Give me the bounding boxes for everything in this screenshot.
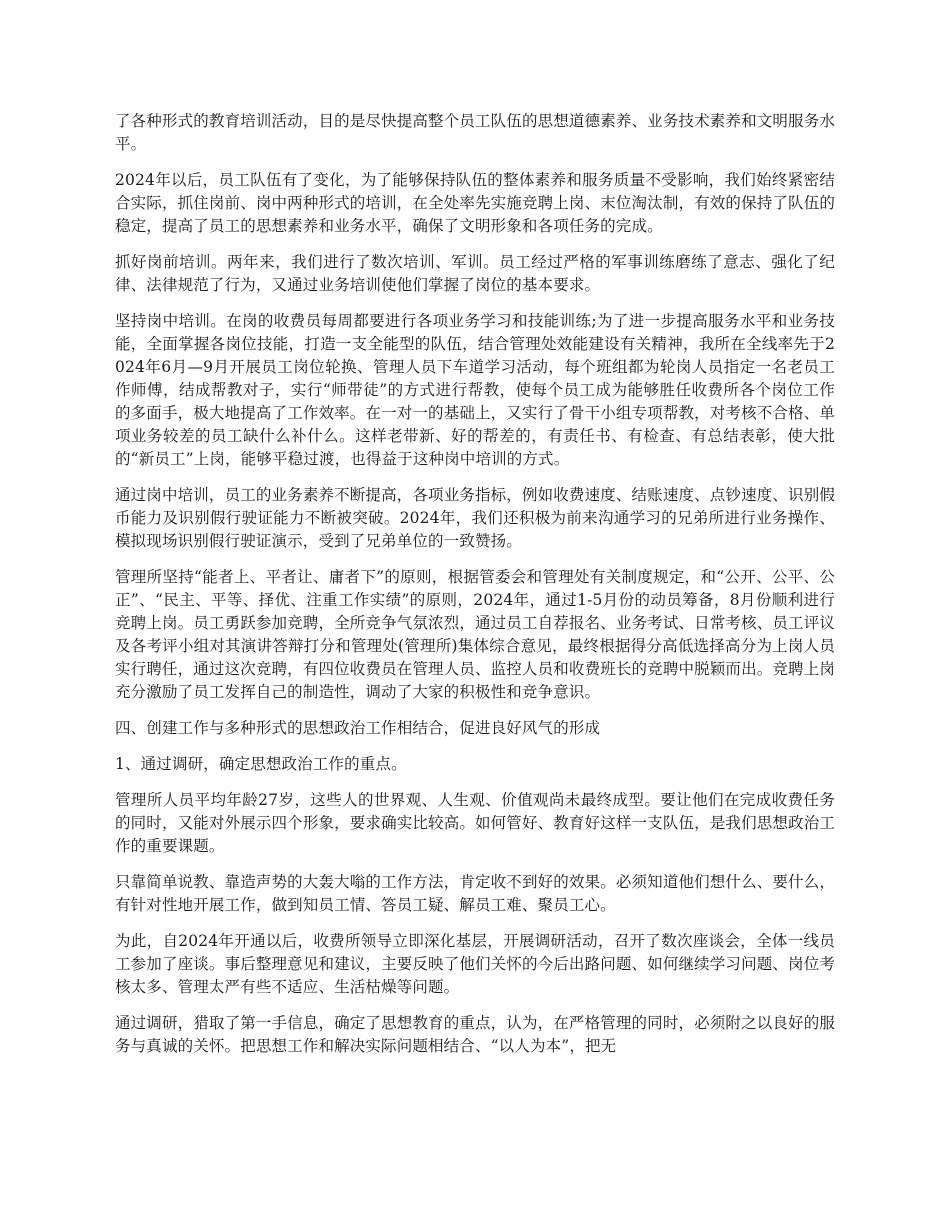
section-heading-4: 四、创建工作与多种形式的思想政治工作相结合，促进良好风气的形成 (115, 719, 601, 737)
paragraph-5: 通过岗中培训，员工的业务素养不断提高，各项业务指标，例如收费速度、结账速度、点钞速度、识别假币能力及识别假行驶证能力不断被突破。2024年，我们还积极为前来沟通学习的兄弟所进行业务操作、模拟现场识别假行驶证演示，受到了兄弟单位的一致赞扬。 (115, 486, 835, 550)
paragraph-9: 为此，自2024年开通以后，收费所领导立即深化基层，开展调研活动，召开了数次座谈会，全体一线员工参加了座谈。事后整理意见和建议，主要反映了他们关怀的今后出路问题、如何继续学习问题、岗位考核太多、管理太严有些不适应、生活枯燥等问题。 (115, 932, 835, 996)
paragraph-1: 了各种形式的教育培训活动，目的是尽快提高整个员工队伍的思想道德素养、业务技术素养和文明服务水平。 (115, 112, 835, 153)
subheading-1: 1、通过调研，确定思想政治工作的重点。 (115, 755, 407, 773)
paragraph-2: 2024年以后，员工队伍有了变化，为了能够保持队伍的整体素养和服务质量不受影响，我们始终紧密结合实际，抓住岗前、岗中两种形式的培训，在全处率先实施竞聘上岗、末位淘汰制，有效的保持了队伍的稳定，提高了员工的思想素养和业务水平，确保了文明形象和各项任务的完成。 (115, 171, 835, 235)
paragraph-8: 只靠简单说教、靠造声势的大轰大嗡的工作方法，肯定收不到好的效果。必须知道他们想什么、要什么，有针对性地开展工作，做到知员工情、答员工疑、解员工难、聚员工心。 (115, 873, 835, 914)
paragraph-7: 管理所人员平均年龄27岁，这些人的世界观、人生观、价值观尚未最终成型。要让他们在完成收费任务的同时，又能对外展示四个形象，要求确实比较高。如何管好、教育好这样一支队伍，是我们思想政治工作的重要课题。 (115, 791, 835, 855)
paragraph-3: 抓好岗前培训。两年来，我们进行了数次培训、军训。员工经过严格的军事训练磨练了意志、强化了纪律、法律规范了行为，又通过业务培训使他们掌握了岗位的基本要求。 (115, 253, 835, 294)
paragraph-10: 通过调研，猎取了第一手信息，确定了思想教育的重点，认为，在严格管理的同时，必须附之以良好的服务与真诚的关怀。把思想工作和解决实际问题相结合、“以人为本”，把无 (115, 1014, 835, 1055)
paragraph-4: 坚持岗中培训。在岗的收费员每周都要进行各项业务学习和技能训练;为了进一步提高服务水平和业务技能，全面掌握各岗位技能，打造一支全能型的队伍，结合管理处效能建设有关精神，我所在全线率先于2024年6月—9月开展员工岗位轮换、管理人员下车道学习活动，每个班组都为轮岗人员指定一名老员工作师傅，结成帮教对子，实行“师带徒”的方式进行帮教，使每个员工成为能够胜任收费所各个岗位工作的多面手，极大地提高了工作效率。在一对一的基础上，又实行了骨干小组专项帮教，对考核不合格、单项业务较差的员工缺什么补什么。这样老带新、好的帮差的，有责任书、有检查、有总结表彰，使大批的“新员工”上岗，能够平稳过渡，也得益于这种岗中培训的方式。 (115, 312, 835, 468)
paragraph-6: 管理所坚持“能者上、平者让、庸者下”的原则，根据管委会和管理处有关制度规定，和“公开、公平、公正”、“民主、平等、择优、注重工作实绩”的原则，2024年，通过1-5月份的动员筹备，8月份顺利进行竞聘上岗。员工勇跃参加竞聘，全所竞争气氛浓烈，通过员工自荐报名、业务考试、日常考核、员工评议及各考评小组对其演讲答辩打分和管理处(管理所)集体综合意见，最终根据得分高低选择高分为上岗人员实行聘任，通过这次竞聘，有四位收费员在管理人员、监控人员和收费班长的竞聘中脱颖而出。竞聘上岗充分激励了员工发挥自己的制造性，调动了大家的积极性和竞争意识。 (115, 568, 835, 701)
document-page (115, 110, 835, 1071)
